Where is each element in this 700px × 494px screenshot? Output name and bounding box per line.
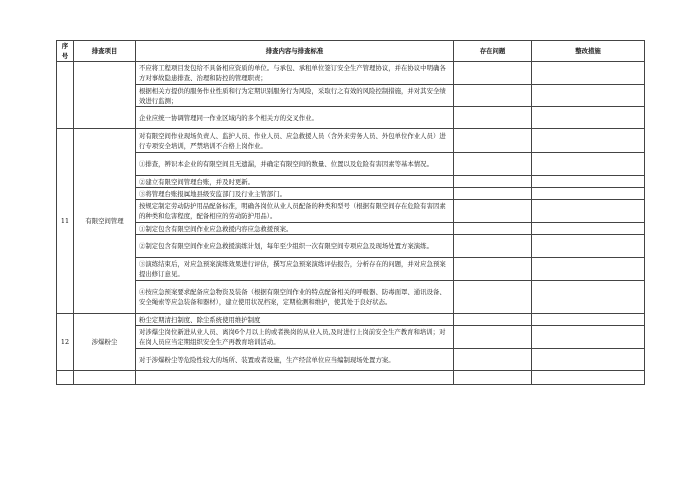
item-cell: 有限空间管理 <box>74 129 136 314</box>
seq-cell-empty <box>57 62 74 129</box>
table-row <box>57 235 645 258</box>
seq-cell-empty <box>57 371 74 385</box>
standard-cell: 粉尘定期清扫制度、除尘系统使用维护制度 <box>136 314 454 326</box>
standard-cell: ②建立有限空间管理台账，并及时更新。 <box>136 176 454 188</box>
measures-cell[interactable] <box>532 258 645 281</box>
item-cell-empty <box>74 62 136 129</box>
header-measures: 整改措施 <box>532 41 645 62</box>
measures-cell[interactable] <box>532 223 645 235</box>
table-row <box>57 176 645 188</box>
standard-cell: 对涉爆尘岗位新进从业人员、离岗6个月以上的或者换岗的从业人员,及时进行上岗前安全生产教育和培训；对在岗人员应当定期组织安全生产再教育培训活动。 <box>136 326 454 349</box>
measures-cell[interactable] <box>532 129 645 153</box>
standard-cell: 按规定制定劳动防护用品配备标准，明确各岗位从业人员配备的种类和型号（根据有限空间存在危险有害因素的种类和危害程度，配备相应的劳动防护用品）。 <box>136 200 454 223</box>
standard-cell: ④按应急预案要求配备应急物资及装备（根据有限空间作业的特点配备相关的呼吸器、防毒面罩、通讯设备、安全绳索等应急装备和器材），建立使用状况档案，定期检测和维护，使其处于良好状态。 <box>136 281 454 314</box>
standard-cell: ②制定包含有限空间作业应急救援演练计划，每年至少组织一次有限空间专项应急及现场处置方案演练。 <box>136 235 454 258</box>
standard-cell: 企业应统一协调管理同一作业区域内的多个相关方的交叉作业。 <box>136 107 454 129</box>
measures-cell[interactable] <box>532 176 645 188</box>
table-row <box>57 314 645 326</box>
header-standard: 排查内容与排查标准 <box>136 41 454 62</box>
measures-cell[interactable] <box>532 107 645 129</box>
issues-cell[interactable] <box>454 223 532 235</box>
measures-cell[interactable] <box>532 188 645 200</box>
issues-cell[interactable] <box>454 153 532 176</box>
measures-cell[interactable] <box>532 62 645 85</box>
issues-cell[interactable] <box>454 281 532 314</box>
issues-cell[interactable] <box>454 349 532 371</box>
table-row <box>57 85 645 107</box>
standard-cell: 对有限空间作业现场负责人、监护人员、作业人员、应急救援人员（含外来劳务人员、外包单位作业人员）进行专项安全培训，严禁培训不合格上岗作业。 <box>136 129 454 153</box>
item-cell: 涉爆粉尘 <box>74 314 136 371</box>
measures-cell[interactable] <box>532 85 645 107</box>
standard-cell: 根据相关方提供的服务作业性质和行为定期识别服务行为风险，采取行之有效的风险控制措施，并对其安全绩效进行监测； <box>136 85 454 107</box>
issues-cell[interactable] <box>454 258 532 281</box>
measures-cell[interactable] <box>532 281 645 314</box>
measures-cell[interactable] <box>532 200 645 223</box>
header-item: 排查项目 <box>74 41 136 62</box>
table-row <box>57 326 645 349</box>
header-issues: 存在问题 <box>454 41 532 62</box>
table-row <box>57 349 645 371</box>
standard-cell-empty <box>136 371 454 385</box>
standard-cell: ③将管理台账报属地县级安监部门及行业主管部门。 <box>136 188 454 200</box>
inspection-table <box>56 40 645 385</box>
measures-cell[interactable] <box>532 314 645 326</box>
measures-cell[interactable] <box>532 326 645 349</box>
standard-cell: 对于涉爆粉尘等危险性较大的场所、装置或者设施，生产经营单位应当编制现场处置方案。 <box>136 349 454 371</box>
measures-cell[interactable] <box>532 235 645 258</box>
table-row <box>57 200 645 223</box>
issues-cell[interactable] <box>454 129 532 153</box>
issues-cell[interactable] <box>454 107 532 129</box>
issues-cell[interactable] <box>454 176 532 188</box>
issues-cell[interactable] <box>454 371 532 385</box>
issues-cell[interactable] <box>454 62 532 85</box>
issues-cell[interactable] <box>454 188 532 200</box>
issues-cell[interactable] <box>454 85 532 107</box>
header-seq: 序 号 <box>57 41 74 62</box>
table-row <box>57 281 645 314</box>
table-row <box>57 258 645 281</box>
measures-cell[interactable] <box>532 371 645 385</box>
table-row <box>57 223 645 235</box>
table-row <box>57 153 645 176</box>
seq-cell: 12 <box>57 314 74 371</box>
table-row-empty <box>57 371 645 385</box>
seq-cell: 11 <box>57 129 74 314</box>
measures-cell[interactable] <box>532 153 645 176</box>
standard-cell: ①排查，辨识本企业的有限空间且无遗漏，并确定有限空间的数量、位置以及危险有害因素等基本情况。 <box>136 153 454 176</box>
header-row <box>57 41 645 62</box>
issues-cell[interactable] <box>454 314 532 326</box>
table-row <box>57 129 645 153</box>
standard-cell: ①制定包含有限空间作业应急救援内容应急救援预案。 <box>136 223 454 235</box>
item-cell-empty <box>74 371 136 385</box>
table-row <box>57 188 645 200</box>
issues-cell[interactable] <box>454 235 532 258</box>
measures-cell[interactable] <box>532 349 645 371</box>
standard-cell: ③演练结束后，对应急预案演练效果进行评估，撰写应急预案演练评估报告，分析存在的问题，并对应急预案提出修订意见。 <box>136 258 454 281</box>
table-row <box>57 107 645 129</box>
issues-cell[interactable] <box>454 200 532 223</box>
table-row <box>57 62 645 85</box>
standard-cell: 不应将工程项目发包给不具备相应资质的单位。与承包、承租单位签订安全生产管理协议，并在协议中明确各方对事故隐患排查、治理和防控的管理职责； <box>136 62 454 85</box>
issues-cell[interactable] <box>454 326 532 349</box>
